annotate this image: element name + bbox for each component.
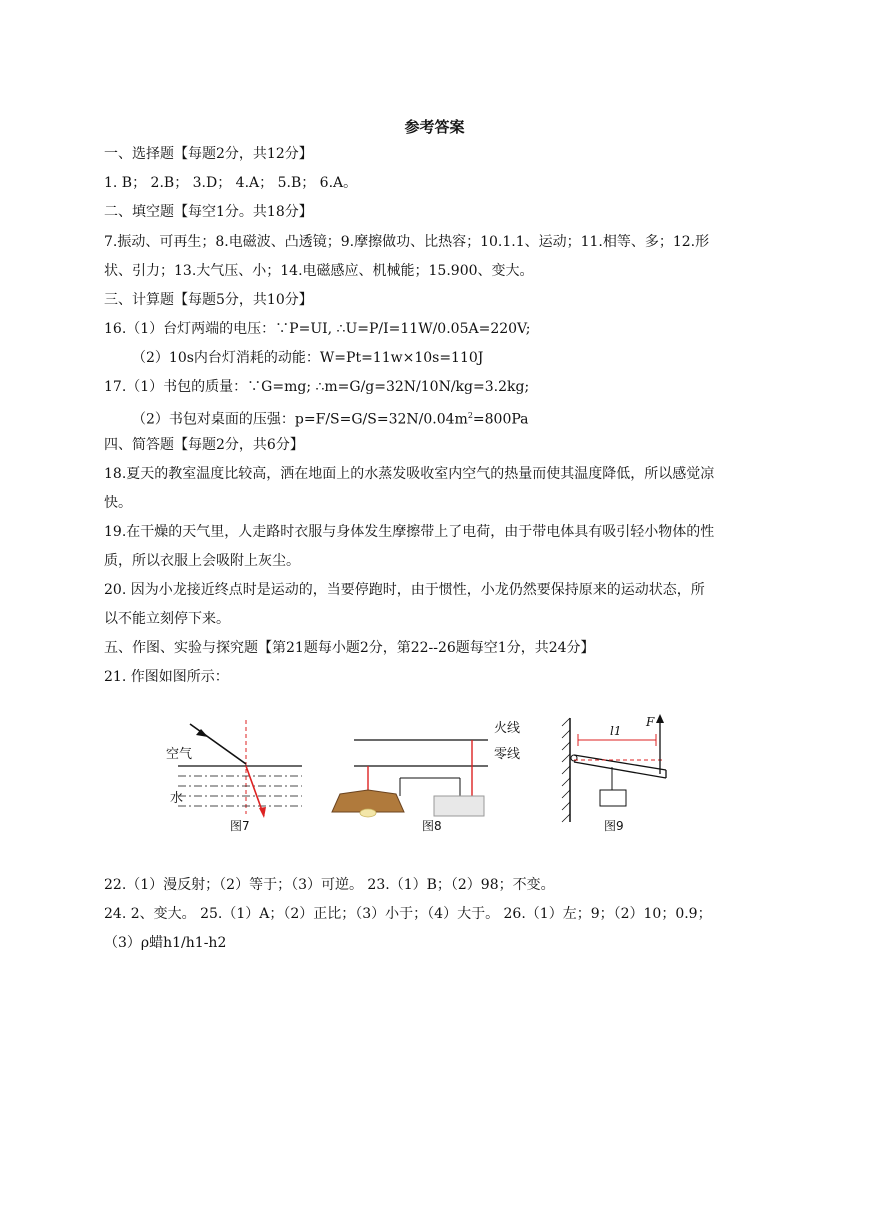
figure-caption: 图9	[604, 819, 624, 833]
answer-line: 22.（1）漫反射；（2）等于；（3）可逆。 23.（1）B；（2）98；不变。	[104, 877, 555, 893]
answer-line: 质，所以衣服上会吸附上灰尘。	[104, 553, 300, 569]
arm-label: l1	[610, 724, 622, 738]
figures	[160, 712, 680, 842]
answer-line: 状、引力；13.大气压、小；14.电磁感应、机械能；15.900、变大。	[104, 263, 534, 279]
figure-caption: 图8	[422, 819, 442, 833]
air-label: 空气	[166, 747, 193, 762]
answer-line: （2）10s内台灯消耗的动能：W=Pt=11w×10s=110J	[132, 350, 484, 366]
lever-bar	[574, 755, 666, 770]
figure-8	[332, 720, 520, 833]
section-2-heading: 二、填空题【每空1分。共18分】	[104, 204, 313, 220]
arrow-up-icon	[656, 714, 664, 723]
answer-line: 以不能立刻停下来。	[104, 611, 230, 627]
answer-line: 18.夏天的教室温度比较高，洒在地面上的水蒸发吸收室内空气的热量而使其温度降低，所以感觉凉	[104, 466, 715, 482]
section-3-heading: 三、计算题【每题5分，共10分】	[104, 292, 313, 308]
answer-line: （3）ρ蜡h1/h1-h2	[104, 935, 227, 951]
pressure-formula: （2）书包对桌面的压强：p=F/S=G/S=32N/0.04m	[132, 411, 468, 428]
neutral-wire-label: 零线	[494, 747, 521, 762]
answer-line: 24. 2、变大。 25.（1）A；（2）正比；（3）小于；（4）大于。 26.（1）左；9；（2）10；0.9；	[104, 906, 712, 922]
incident-ray	[190, 724, 246, 764]
figure-drawings	[160, 712, 680, 842]
figure-caption: 图7	[230, 819, 250, 833]
page-title: 参考答案	[404, 118, 465, 136]
switch-icon	[434, 796, 484, 816]
answer-line: 7.振动、可再生；8.电磁波、凸透镜；9.摩擦做功、比热容；10.1.1、运动；11.相等、多；12.形	[104, 234, 710, 250]
answer-line: 16.（1）台灯两端的电压：∵P=UI, ∴U=P/I=11W/0.05A=220V;	[104, 321, 531, 337]
superscript: 2	[467, 411, 473, 420]
water-label: 水	[170, 791, 184, 806]
answer-line	[132, 407, 796, 429]
live-wire-label: 火线	[494, 721, 521, 736]
figure-9	[562, 714, 666, 833]
answer-line: 1. B； 2.B； 3.D； 4.A； 5.B； 6.A。	[104, 175, 358, 191]
arrow-icon	[259, 807, 266, 818]
answer-line: 17.（1）书包的质量：∵G=mg; ∴m=G/g=32N/10N/kg=3.2kg;	[104, 379, 530, 395]
pressure-result: =800Pa	[472, 411, 529, 428]
answer-line: 19.在干燥的天气里，人走路时衣服与身体发生摩擦带上了电荷，由于带电体具有吸引轻小物体的性	[104, 524, 715, 540]
weight-icon	[600, 790, 626, 806]
force-label: F	[646, 715, 655, 729]
answer-line: 20. 因为小龙接近终点时是运动的，当要停跑时，由于惯性，小龙仍然要保持原来的运动状态，所	[104, 582, 705, 598]
section-1-heading: 一、选择题【每题2分，共12分】	[104, 146, 313, 162]
figure-7	[166, 720, 302, 833]
section-4-heading: 四、简答题【每题2分，共6分】	[104, 437, 304, 453]
section-5-heading: 五、作图、实验与探究题【第21题每小题2分，第22--26题每空1分，共24分】	[104, 640, 595, 656]
answer-line: 快。	[104, 495, 132, 511]
answer-line: 21. 作图如图所示：	[104, 669, 229, 685]
